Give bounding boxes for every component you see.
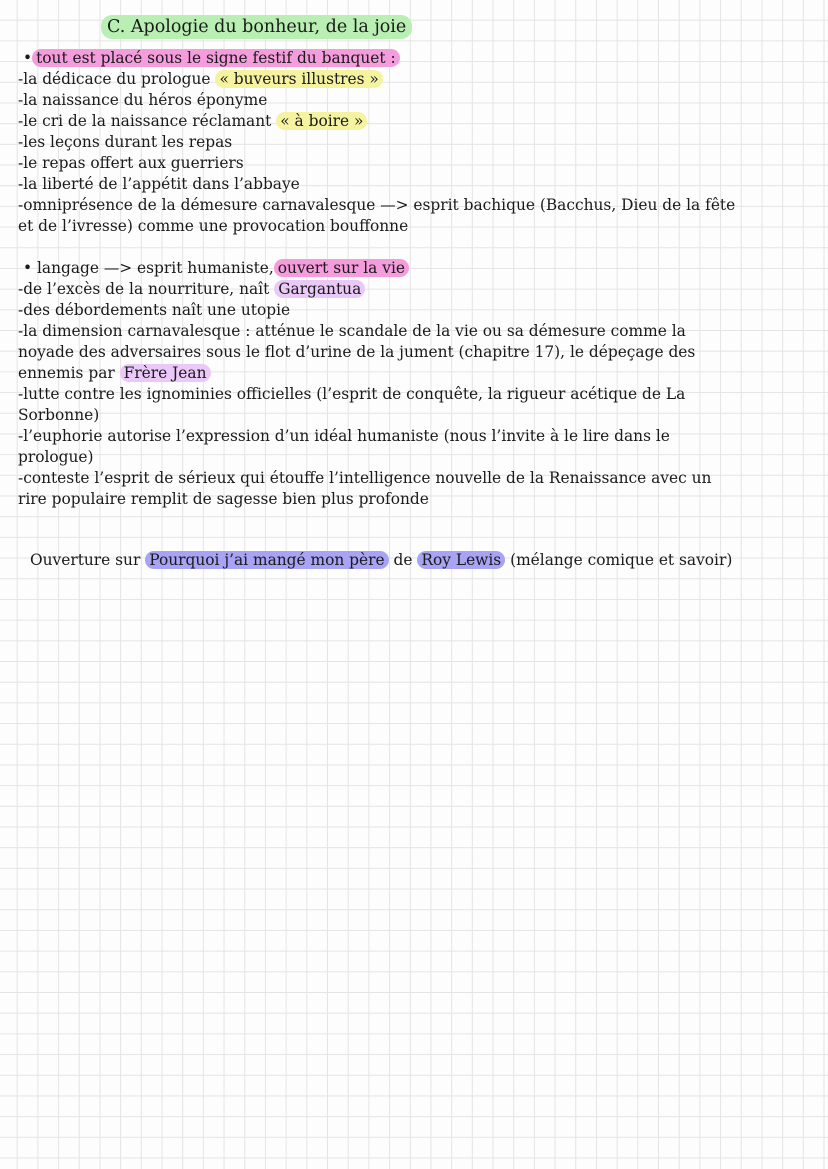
name-highlight: Frère Jean <box>120 364 211 382</box>
section2-line: rire populaire remplit de sagesse bien plus profonde <box>18 490 429 508</box>
quote-highlight: « buveurs illustres » <box>215 70 382 88</box>
line-text: -la dédicace du prologue <box>18 70 211 88</box>
section2-line: -l’euphorie autorise l’expression d’un idéal humaniste (nous l’invite à le lire dans le <box>18 427 670 445</box>
quote-highlight: « à boire » <box>276 112 367 130</box>
section2-line: -lutte contre les ignominies officielles (l’esprit de conquête, la rigueur acétique de La <box>18 385 686 403</box>
section1-line <box>18 111 367 132</box>
opening-line <box>30 550 732 571</box>
section2-line: prologue) <box>18 448 94 466</box>
section2-line: noyade des adversaires sous le flot d’urine de la jument (chapitre 17), le dépeçage des <box>18 343 696 361</box>
section2-line: -la dimension carnavalesque : atténue le scandale de la vie ou sa démesure comme la <box>18 322 686 340</box>
book-title-highlight: Pourquoi j’ai mangé mon père <box>145 551 388 569</box>
bullet: • <box>23 259 33 277</box>
line-text: ennemis par <box>18 364 115 382</box>
heading-text: langage —> esprit humaniste, <box>36 259 274 277</box>
line-text: -de l’excès de la nourriture, naît <box>18 280 270 298</box>
section1-line: -la naissance du héros éponyme <box>18 91 268 109</box>
section-title: C. Apologie du bonheur, de la joie <box>101 15 412 39</box>
section1-heading: tout est placé sous le signe festif du banquet : <box>32 49 400 67</box>
section2-line: -des débordements naît une utopie <box>18 301 291 319</box>
name-highlight: Gargantua <box>274 280 365 298</box>
line-text: -le cri de la naissance réclamant <box>18 112 272 130</box>
section1-line <box>18 69 383 90</box>
section1-line: -le repas offert aux guerriers <box>18 154 244 172</box>
bullet: • <box>23 49 33 67</box>
section2-heading-line <box>23 258 409 279</box>
section1-line: -omniprésence de la démesure carnavalesque —> esprit bachique (Bacchus, Dieu de la fête <box>18 196 736 214</box>
section2-line: Sorbonne) <box>18 406 100 424</box>
author-highlight: Roy Lewis <box>417 551 505 569</box>
section1-line: et de l’ivresse) comme une provocation bouffonne <box>18 217 409 235</box>
opening-middle: de <box>393 551 413 569</box>
section1-line: -la liberté de l’appétit dans l’abbaye <box>18 175 300 193</box>
section1-line: -les leçons durant les repas <box>18 133 233 151</box>
section2-line <box>18 363 211 384</box>
section2-line <box>18 279 365 300</box>
section1-heading-line <box>23 48 400 69</box>
heading-highlight: ouvert sur la vie <box>274 259 409 277</box>
opening-suffix: (mélange comique et savoir) <box>510 551 733 569</box>
opening-prefix: Ouverture sur <box>30 551 141 569</box>
section2-line: -conteste l’esprit de sérieux qui étouffe l’intelligence nouvelle de la Renaissance avec un <box>18 469 712 487</box>
